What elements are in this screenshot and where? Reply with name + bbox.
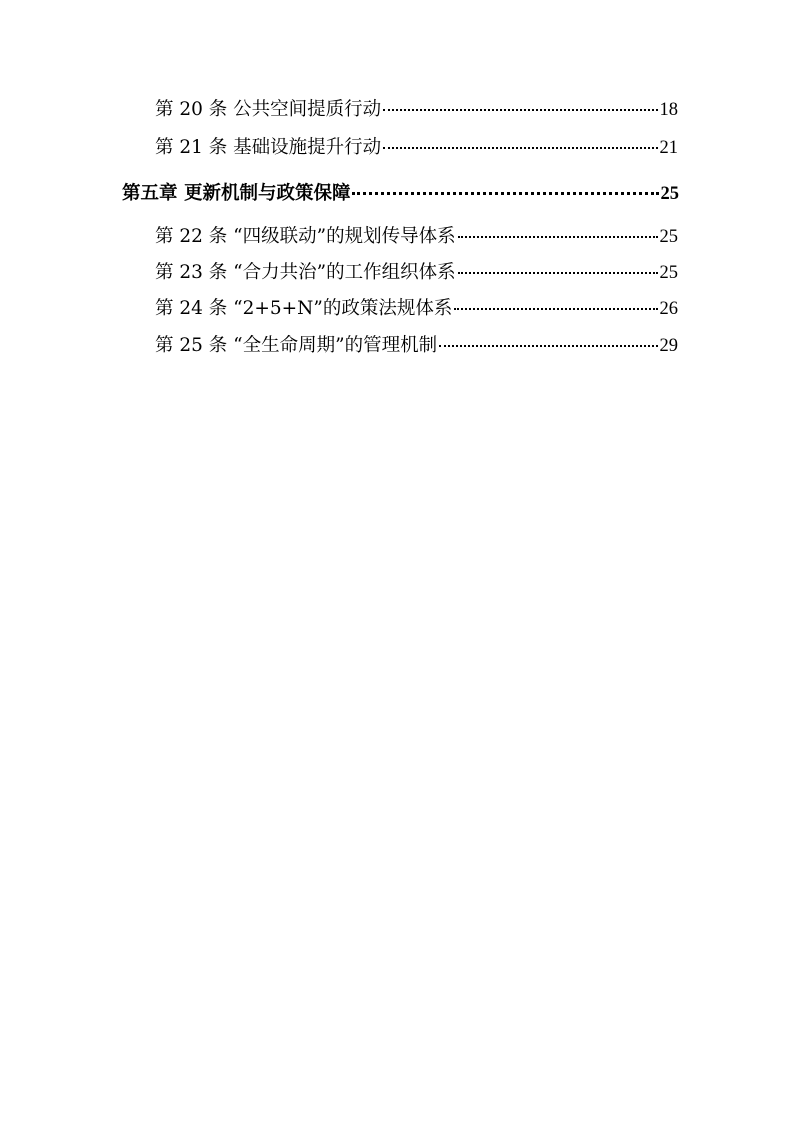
toc-dot-leader bbox=[383, 91, 657, 112]
toc-entry-page: 25 bbox=[660, 184, 679, 204]
toc-entry-page: 18 bbox=[659, 100, 678, 120]
toc-entry-title: 第 24 条 “2+5+N”的政策法规体系 bbox=[155, 298, 453, 319]
toc-entry-title: 第 20 条 公共空间提质行动 bbox=[155, 99, 382, 120]
toc-chapter-title: 第五章 更新机制与政策保障 bbox=[122, 183, 351, 204]
toc-entry-page: 21 bbox=[659, 138, 678, 158]
toc-dot-leader bbox=[352, 174, 658, 196]
toc-entry-title: 第 21 条 基础设施提升行动 bbox=[155, 137, 382, 158]
toc-entry-title: 第 25 条 “全生命周期”的管理机制 bbox=[155, 335, 438, 356]
toc-entry-article-24[interactable] bbox=[155, 292, 678, 326]
toc-entry-article-22[interactable] bbox=[155, 220, 678, 254]
toc-entry-title: 第 22 条 “四级联动”的规划传导体系 bbox=[155, 226, 456, 247]
toc-dot-leader bbox=[383, 129, 657, 150]
toc-dot-leader bbox=[458, 254, 658, 275]
toc-entry-page: 25 bbox=[659, 263, 678, 283]
toc-entry-page: 25 bbox=[659, 227, 678, 247]
toc-dot-leader bbox=[439, 327, 657, 348]
toc-entry-title: 第 23 条 “合力共治”的工作组织体系 bbox=[155, 262, 456, 283]
toc-entry-page: 29 bbox=[659, 336, 678, 356]
toc-entry-article-25[interactable] bbox=[155, 329, 678, 363]
toc-dot-leader bbox=[454, 290, 657, 311]
toc-entry-article-23[interactable] bbox=[155, 256, 678, 290]
toc-entry-page: 26 bbox=[659, 299, 678, 319]
toc-entry-chapter-5[interactable] bbox=[122, 177, 679, 211]
toc-entry-article-21[interactable] bbox=[155, 131, 678, 165]
toc-dot-leader bbox=[458, 218, 658, 239]
toc-entry-article-20[interactable] bbox=[155, 93, 678, 127]
